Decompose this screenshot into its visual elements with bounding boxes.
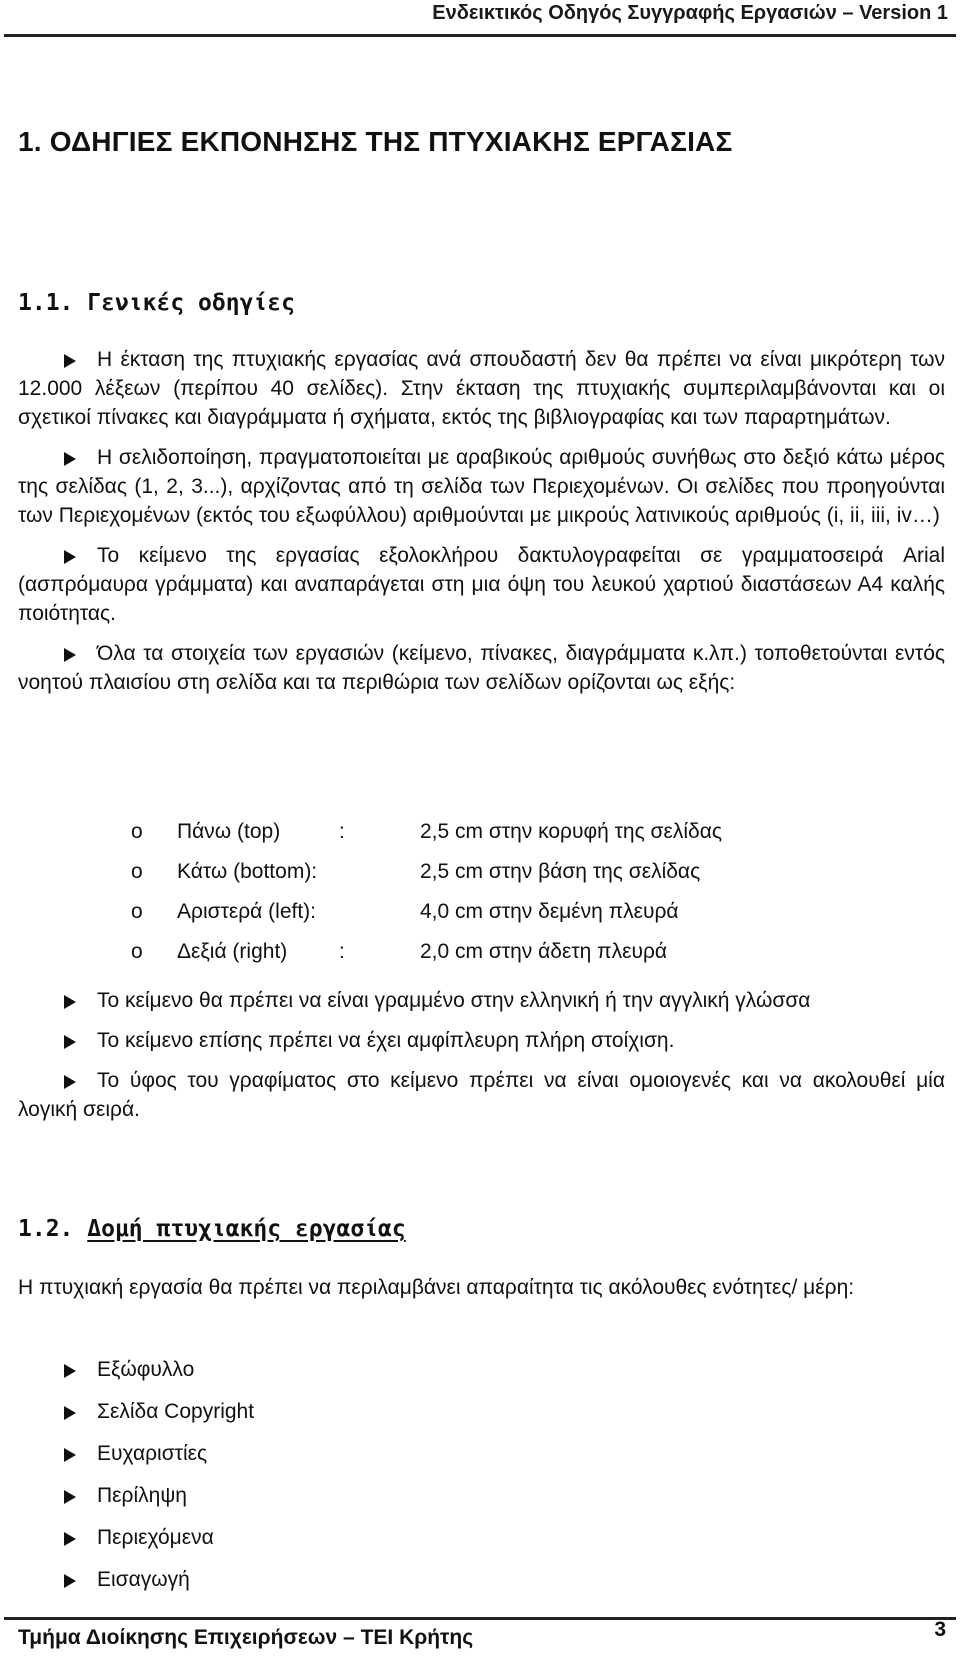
circle-bullet-icon: o bbox=[131, 900, 143, 923]
margin-label: Δεξιά (right) bbox=[177, 940, 288, 963]
thesis-parts-list bbox=[0, 1355, 254, 1607]
margin-value: 4,0 cm στην δεμένη πλευρά bbox=[420, 900, 679, 923]
list-item-text: Περίληψη bbox=[97, 1484, 187, 1507]
list-item bbox=[0, 345, 945, 432]
list-item-text: Εξώφυλλο bbox=[97, 1358, 195, 1381]
margin-value: 2,5 cm στην κορυφή της σελίδας bbox=[420, 820, 722, 843]
list-item-text: Η έκταση της πτυχιακής εργασίας ανά σπουδαστή δεν θα πρέπει να είναι μικρότερη των 12.000 λέξεων (περίπου 40 σελίδες). Στην έκταση της πτυχιακής συμπεριλαμβάνονται και οι σχετικοί πίνακες και διαγράμματα ή σχήματα, εκτός της βιβλιογραφίας και των παραρτημάτων. bbox=[18, 348, 945, 429]
arrow-bullet-icon bbox=[64, 1364, 76, 1378]
margin-value: 2,0 cm στην άδετη πλευρά bbox=[420, 940, 668, 963]
section-1-1-title: Γενικές οδηγίες bbox=[87, 290, 295, 316]
arrow-bullet-icon bbox=[64, 995, 76, 1009]
list-item-text: Περιεχόμενα bbox=[97, 1526, 214, 1549]
section-1-2-heading bbox=[18, 1216, 406, 1242]
general-guidelines-list bbox=[0, 345, 945, 697]
arrow-bullet-icon bbox=[64, 1448, 76, 1462]
running-header: Ενδεικτικός Οδηγός Συγγραφής Εργασιών – Version 1 bbox=[432, 2, 948, 24]
margin-separator: : bbox=[339, 940, 345, 963]
margin-label: Αριστερά (left): bbox=[177, 900, 316, 923]
chapter-title: 1. ΟΔΗΓΙΕΣ ΕΚΠΟΝΗΣΗΣ ΤΗΣ ΠΤΥΧΙΑΚΗΣ ΕΡΓΑΣΙΑΣ bbox=[18, 126, 733, 157]
list-item-text: Εισαγωγή bbox=[97, 1568, 190, 1591]
arrow-bullet-icon bbox=[64, 452, 76, 466]
margin-value: 2,5 cm στην βάση της σελίδας bbox=[420, 860, 701, 883]
list-item bbox=[0, 1439, 254, 1481]
arrow-bullet-icon bbox=[64, 354, 76, 368]
list-item bbox=[0, 986, 945, 1015]
arrow-bullet-icon bbox=[64, 648, 76, 662]
section-1-1-heading bbox=[18, 290, 295, 316]
list-item bbox=[0, 1397, 254, 1439]
header-rule bbox=[4, 34, 956, 37]
arrow-bullet-icon bbox=[64, 1035, 76, 1049]
list-item bbox=[0, 443, 945, 530]
list-item-text: Ευχαριστίες bbox=[97, 1442, 208, 1465]
list-item bbox=[0, 1026, 945, 1055]
list-item-text: Το κείμενο της εργασίας εξολοκλήρου δακτυλογραφείται σε γραμματοσειρά Arial (ασπρόμαυρα γράμματα) και αναπαράγεται στη μια όψη του λευκού χαρτιού διαστάσεων Α4 καλής ποιότητας. bbox=[18, 544, 945, 625]
list-item-text: Το ύφος του γραφίματος στο κείμενο πρέπει να είναι ομοιογενές και να ακολουθεί μία λογική σειρά. bbox=[18, 1069, 945, 1121]
list-item-text: Η σελιδοποίηση, πραγματοποιείται με αραβικούς αριθμούς συνήθως στο δεξιό κάτω μέρος της σελίδας (1, 2, 3...), αρχίζοντας από τη σελίδα των Περιεχομένων. Οι σελίδες που προηγούνται των Περιεχομένων (εκτός του εξωφύλλου) αριθμούνται με μικρούς λατινικούς αριθμούς (i, ii, iii, iv…) bbox=[18, 446, 945, 527]
text-formatting-list bbox=[0, 986, 945, 1124]
circle-bullet-icon: o bbox=[131, 940, 143, 963]
margin-label: Πάνω (top) bbox=[177, 820, 281, 843]
list-item bbox=[0, 1565, 254, 1607]
list-item bbox=[0, 639, 945, 697]
section-1-2-number: 1.2. bbox=[18, 1216, 74, 1242]
list-item bbox=[0, 1066, 945, 1124]
circle-bullet-icon: o bbox=[131, 820, 143, 843]
section-1-2-intro: Η πτυχιακή εργασία θα πρέπει να περιλαμβάνει απαραίτητα τις ακόλουθες ενότητες/ μέρη: bbox=[18, 1276, 855, 1299]
list-item bbox=[0, 1355, 254, 1397]
arrow-bullet-icon bbox=[64, 550, 76, 564]
list-item-text: Όλα τα στοιχεία των εργασιών (κείμενο, πίνακες, διαγράμματα κ.λπ.) τοποθετούνται εντός νοητού πλαισίου στη σελίδα και τα περιθώρια των σελίδων ορίζονται ως εξής: bbox=[18, 642, 945, 694]
footer-department: Τμήμα Διοίκησης Επιχειρήσεων – ΤΕΙ Κρήτης bbox=[18, 1626, 474, 1649]
section-1-1-number: 1.1. bbox=[18, 290, 74, 316]
circle-bullet-icon: o bbox=[131, 860, 143, 883]
list-item bbox=[0, 541, 945, 628]
arrow-bullet-icon bbox=[64, 1490, 76, 1504]
margin-label: Κάτω (bottom): bbox=[177, 860, 318, 883]
footer-rule bbox=[4, 1617, 956, 1620]
margin-separator: : bbox=[339, 820, 345, 843]
section-1-2-title: Δομή πτυχιακής εργασίας bbox=[87, 1216, 406, 1242]
arrow-bullet-icon bbox=[64, 1574, 76, 1588]
list-item-text: Το κείμενο θα πρέπει να είναι γραμμένο στην ελληνική ή την αγγλική γλώσσα bbox=[97, 989, 811, 1012]
arrow-bullet-icon bbox=[64, 1532, 76, 1546]
arrow-bullet-icon bbox=[64, 1406, 76, 1420]
list-item-text: Σελίδα Copyright bbox=[97, 1400, 255, 1423]
list-item bbox=[0, 1523, 254, 1565]
list-item-text: Το κείμενο επίσης πρέπει να έχει αμφίπλευρη πλήρη στοίχιση. bbox=[97, 1029, 675, 1052]
arrow-bullet-icon bbox=[64, 1075, 76, 1089]
page-number: 3 bbox=[934, 1618, 946, 1641]
list-item bbox=[0, 1481, 254, 1523]
